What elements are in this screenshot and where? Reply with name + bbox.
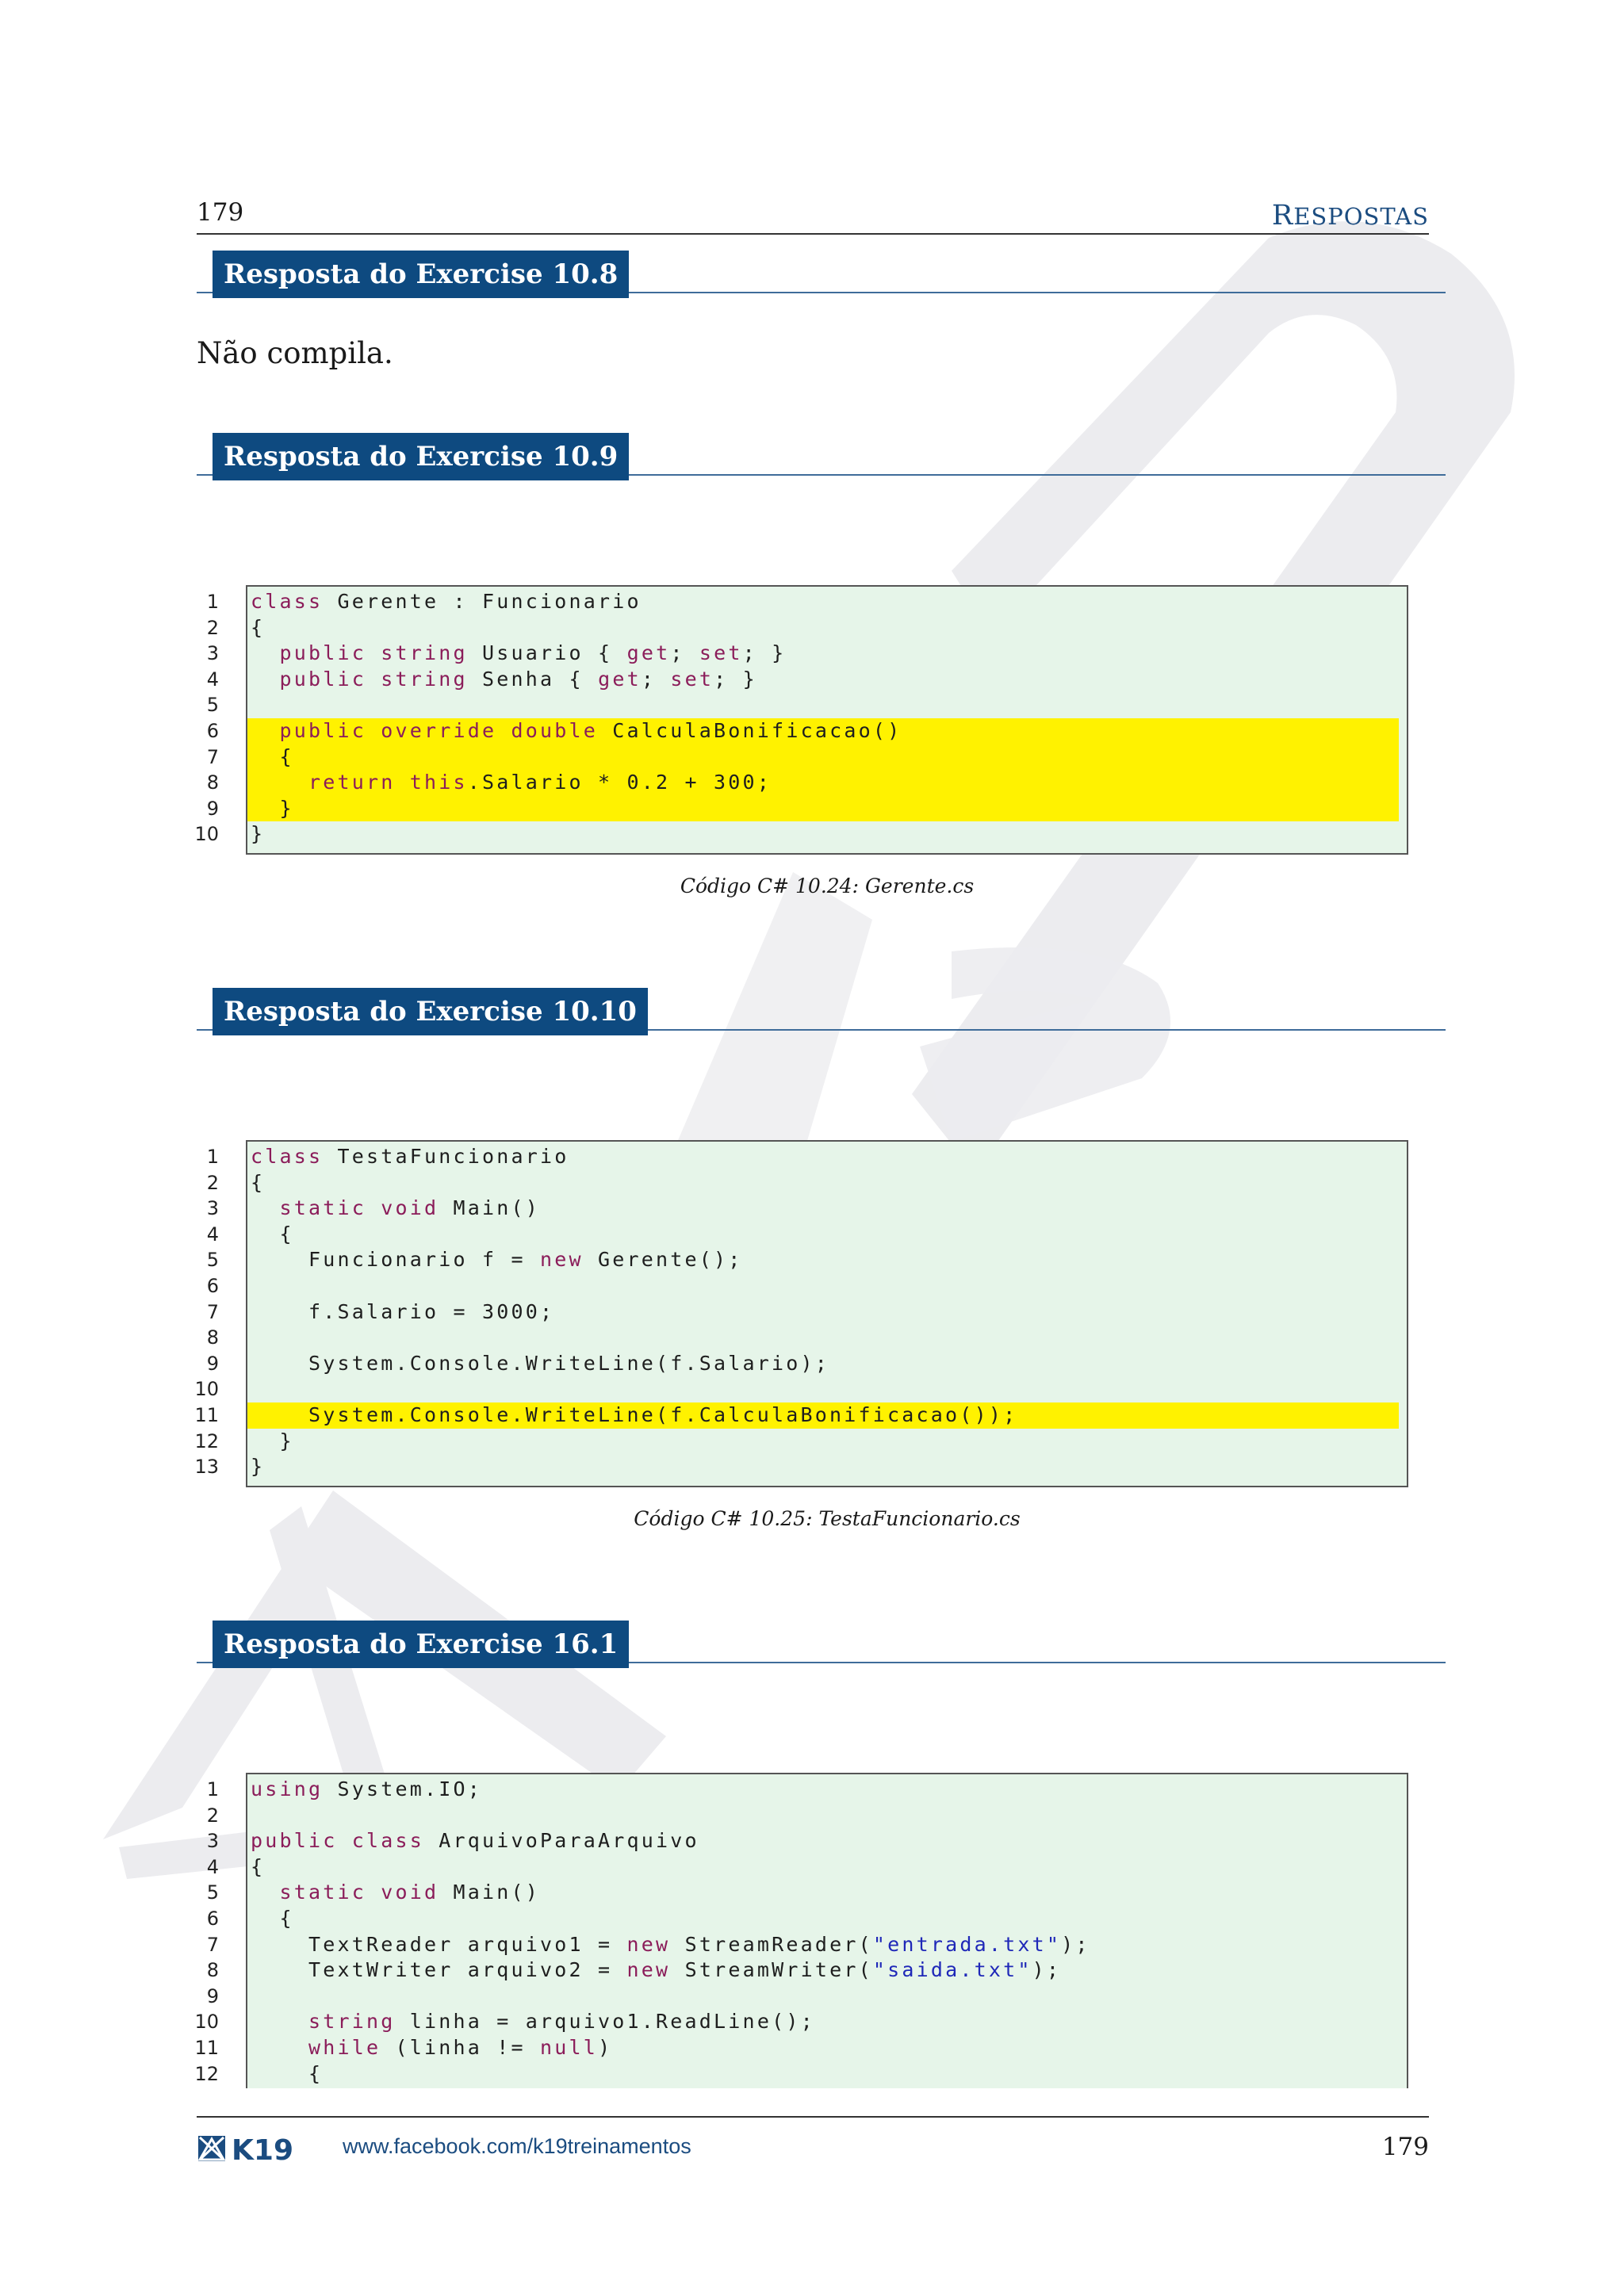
k19-logo-icon xyxy=(198,2136,225,2161)
line-number: 6 xyxy=(206,719,219,742)
code-text: (linha != xyxy=(381,2035,541,2059)
code-line xyxy=(247,821,1399,848)
line-number: 1 xyxy=(206,1778,219,1800)
code-keyword: string xyxy=(308,2010,396,2034)
line-number: 7 xyxy=(206,745,219,768)
code-text: { xyxy=(251,1222,294,1246)
code-keyword: public class xyxy=(251,1829,425,1853)
code-line xyxy=(247,692,1399,718)
code-text: f.Salario = 3000; xyxy=(251,1299,555,1323)
code-text: Usuario { xyxy=(467,641,627,665)
line-number: 9 xyxy=(206,1352,219,1375)
code-line xyxy=(247,2035,1399,2061)
line-number: 11 xyxy=(194,2036,219,2059)
code-text xyxy=(251,1881,280,1904)
code-lines xyxy=(251,1144,1399,1480)
line-number: 13 xyxy=(194,1456,219,1479)
code-text: .Salario * 0.2 + 300; xyxy=(467,771,772,794)
code-text: { xyxy=(251,744,294,768)
code-line-highlighted xyxy=(247,770,1399,796)
code-text xyxy=(251,2010,308,2033)
code-text xyxy=(251,641,280,664)
code-text xyxy=(251,719,280,742)
code-line xyxy=(247,1854,1399,1881)
code-text: { xyxy=(251,615,266,639)
line-number: 8 xyxy=(206,1326,219,1349)
code-line xyxy=(247,1170,1399,1196)
code-text: TestaFuncionario xyxy=(323,1145,569,1168)
section-heading: Resposta do Exercise 10.10 xyxy=(213,988,648,1035)
code-text: { xyxy=(251,1170,266,1194)
header-page-number: 179 xyxy=(197,198,244,227)
code-keyword: static void xyxy=(279,1196,439,1220)
code-line xyxy=(247,1351,1399,1377)
code-text: Funcionario f = xyxy=(251,1248,541,1272)
code-text: { xyxy=(251,1854,266,1878)
code-line xyxy=(247,1325,1399,1351)
code-text: StreamReader( xyxy=(670,1932,873,1956)
line-number: 10 xyxy=(194,1378,219,1401)
code-text: { xyxy=(251,2061,324,2085)
code-keyword: return this xyxy=(308,771,468,794)
code-line xyxy=(247,1880,1399,1906)
code-string: "saida.txt" xyxy=(872,1958,1032,1982)
code-text: Senha { xyxy=(467,667,599,691)
code-text xyxy=(251,2036,308,2059)
line-number: 10 xyxy=(194,2011,219,2034)
line-number: 8 xyxy=(206,771,219,794)
line-number: 4 xyxy=(206,668,219,691)
k19-logo xyxy=(197,2133,320,2168)
code-line-highlighted xyxy=(247,1402,1399,1429)
code-text: TextWriter arquivo2 = xyxy=(251,1958,627,1982)
code-text: { xyxy=(251,1906,294,1930)
code-caption: Código C# 10.24: Gerente.cs xyxy=(680,874,975,897)
code-keyword: public string xyxy=(279,667,468,691)
code-line xyxy=(247,2009,1399,2035)
code-line xyxy=(247,1429,1399,1455)
line-number: 4 xyxy=(206,1855,219,1878)
code-lines xyxy=(251,589,1399,848)
line-number: 12 xyxy=(194,2062,219,2085)
line-number: 7 xyxy=(206,1933,219,1956)
facebook-link[interactable]: www.facebook.com/k19treinamentos xyxy=(343,2134,691,2158)
line-numbers xyxy=(182,1777,219,2087)
line-number: 3 xyxy=(206,1197,219,1220)
code-text xyxy=(251,1196,280,1219)
line-numbers xyxy=(182,589,219,848)
code-text: StreamWriter( xyxy=(670,1958,873,1982)
header-section-rest: ESPOSTAS xyxy=(1293,203,1429,230)
line-number: 6 xyxy=(206,1274,219,1297)
line-number: 9 xyxy=(206,797,219,820)
code-keyword: while xyxy=(308,2035,381,2059)
line-number: 5 xyxy=(206,694,219,717)
code-text: System.Console.WriteLine(f.Salario); xyxy=(251,1351,830,1375)
code-text: ; } xyxy=(742,641,787,665)
code-text xyxy=(251,668,280,691)
code-text: } xyxy=(251,796,294,820)
code-line xyxy=(247,1454,1399,1480)
code-keyword: set xyxy=(670,667,714,691)
code-keyword: new xyxy=(626,1958,671,1982)
line-number: 3 xyxy=(206,1830,219,1853)
footer-rule xyxy=(197,2116,1429,2118)
code-line xyxy=(247,667,1399,693)
code-keyword: class xyxy=(251,590,324,613)
header-rule xyxy=(197,233,1429,235)
code-text: ArquivoParaArquivo xyxy=(424,1829,699,1853)
code-line xyxy=(247,641,1399,667)
section-heading: Resposta do Exercise 16.1 xyxy=(213,1621,629,1668)
line-number: 5 xyxy=(206,1249,219,1272)
code-text: ; xyxy=(670,641,699,665)
code-lines xyxy=(251,1777,1399,2087)
code-text: Gerente(); xyxy=(583,1248,743,1272)
code-keyword: public override double xyxy=(279,718,599,742)
code-keyword: new xyxy=(540,1248,584,1272)
code-line-highlighted xyxy=(247,796,1399,822)
code-line xyxy=(247,589,1399,615)
line-number: 5 xyxy=(206,1881,219,1904)
code-text: ); xyxy=(1032,1958,1062,1982)
code-line-highlighted xyxy=(247,744,1399,771)
code-line-highlighted xyxy=(247,718,1399,744)
code-text: ); xyxy=(1061,1932,1090,1956)
code-line xyxy=(247,1932,1399,1958)
k19-logo-text: K19 xyxy=(232,2134,293,2164)
code-text: } xyxy=(251,1455,266,1479)
code-line xyxy=(247,1777,1399,1803)
code-text: ) xyxy=(598,2035,613,2059)
header-section-initial: R xyxy=(1271,200,1294,232)
code-line xyxy=(247,1957,1399,1984)
code-keyword: new xyxy=(626,1932,671,1956)
line-number: 2 xyxy=(206,616,219,639)
code-keyword: static void xyxy=(279,1881,439,1904)
code-line xyxy=(247,1803,1399,1829)
line-number: 2 xyxy=(206,1804,219,1827)
code-line xyxy=(247,1196,1399,1222)
code-line xyxy=(247,1273,1399,1299)
code-text: System.Console.WriteLine(f.CalculaBonificacao()); xyxy=(251,1402,1018,1426)
code-keyword: get xyxy=(598,667,642,691)
code-line xyxy=(247,2061,1399,2087)
answer-text: Não compila. xyxy=(197,336,393,370)
code-text: ; xyxy=(641,667,671,691)
code-text: } xyxy=(251,1429,294,1452)
code-keyword: using xyxy=(251,1777,324,1800)
section-heading: Resposta do Exercise 10.9 xyxy=(213,433,629,480)
code-line xyxy=(247,1299,1399,1326)
code-text: System.IO; xyxy=(323,1777,483,1800)
code-keyword: set xyxy=(699,641,743,665)
line-numbers xyxy=(182,1144,219,1480)
code-line xyxy=(247,1222,1399,1248)
code-text: linha = arquivo1.ReadLine(); xyxy=(395,2010,815,2034)
code-keyword: public string xyxy=(279,641,468,665)
code-string: "entrada.txt" xyxy=(872,1932,1062,1956)
footer-page-number: 179 xyxy=(1381,2133,1429,2161)
code-line xyxy=(247,1828,1399,1854)
code-line xyxy=(247,1984,1399,2010)
code-keyword: null xyxy=(540,2035,599,2059)
line-number: 10 xyxy=(194,823,219,846)
code-text: } xyxy=(251,822,266,846)
line-number: 4 xyxy=(206,1223,219,1246)
line-number: 2 xyxy=(206,1171,219,1194)
line-number: 7 xyxy=(206,1300,219,1323)
code-line xyxy=(247,1144,1399,1170)
header-section-title xyxy=(1189,200,1429,232)
code-text: CalculaBonificacao() xyxy=(598,718,902,742)
line-number: 8 xyxy=(206,1959,219,1982)
code-keyword: get xyxy=(626,641,671,665)
code-text: Main() xyxy=(439,1196,541,1220)
line-number: 12 xyxy=(194,1429,219,1452)
code-text xyxy=(251,771,308,794)
section-heading: Resposta do Exercise 10.8 xyxy=(213,251,629,298)
code-caption: Código C# 10.25: TestaFuncionario.cs xyxy=(634,1507,1021,1530)
code-line xyxy=(247,1906,1399,1932)
code-line xyxy=(247,615,1399,641)
line-number: 11 xyxy=(194,1403,219,1426)
line-number: 9 xyxy=(206,1984,219,2007)
line-number: 6 xyxy=(206,1907,219,1930)
code-line xyxy=(247,1376,1399,1402)
code-text: Main() xyxy=(439,1881,541,1904)
code-line xyxy=(247,1247,1399,1273)
code-text: Gerente : Funcionario xyxy=(323,590,642,613)
code-text: TextReader arquivo1 = xyxy=(251,1932,627,1956)
line-number: 3 xyxy=(206,642,219,665)
code-keyword: class xyxy=(251,1145,324,1168)
line-number: 1 xyxy=(206,1146,219,1168)
code-text: ; } xyxy=(714,667,757,691)
line-number: 1 xyxy=(206,591,219,613)
